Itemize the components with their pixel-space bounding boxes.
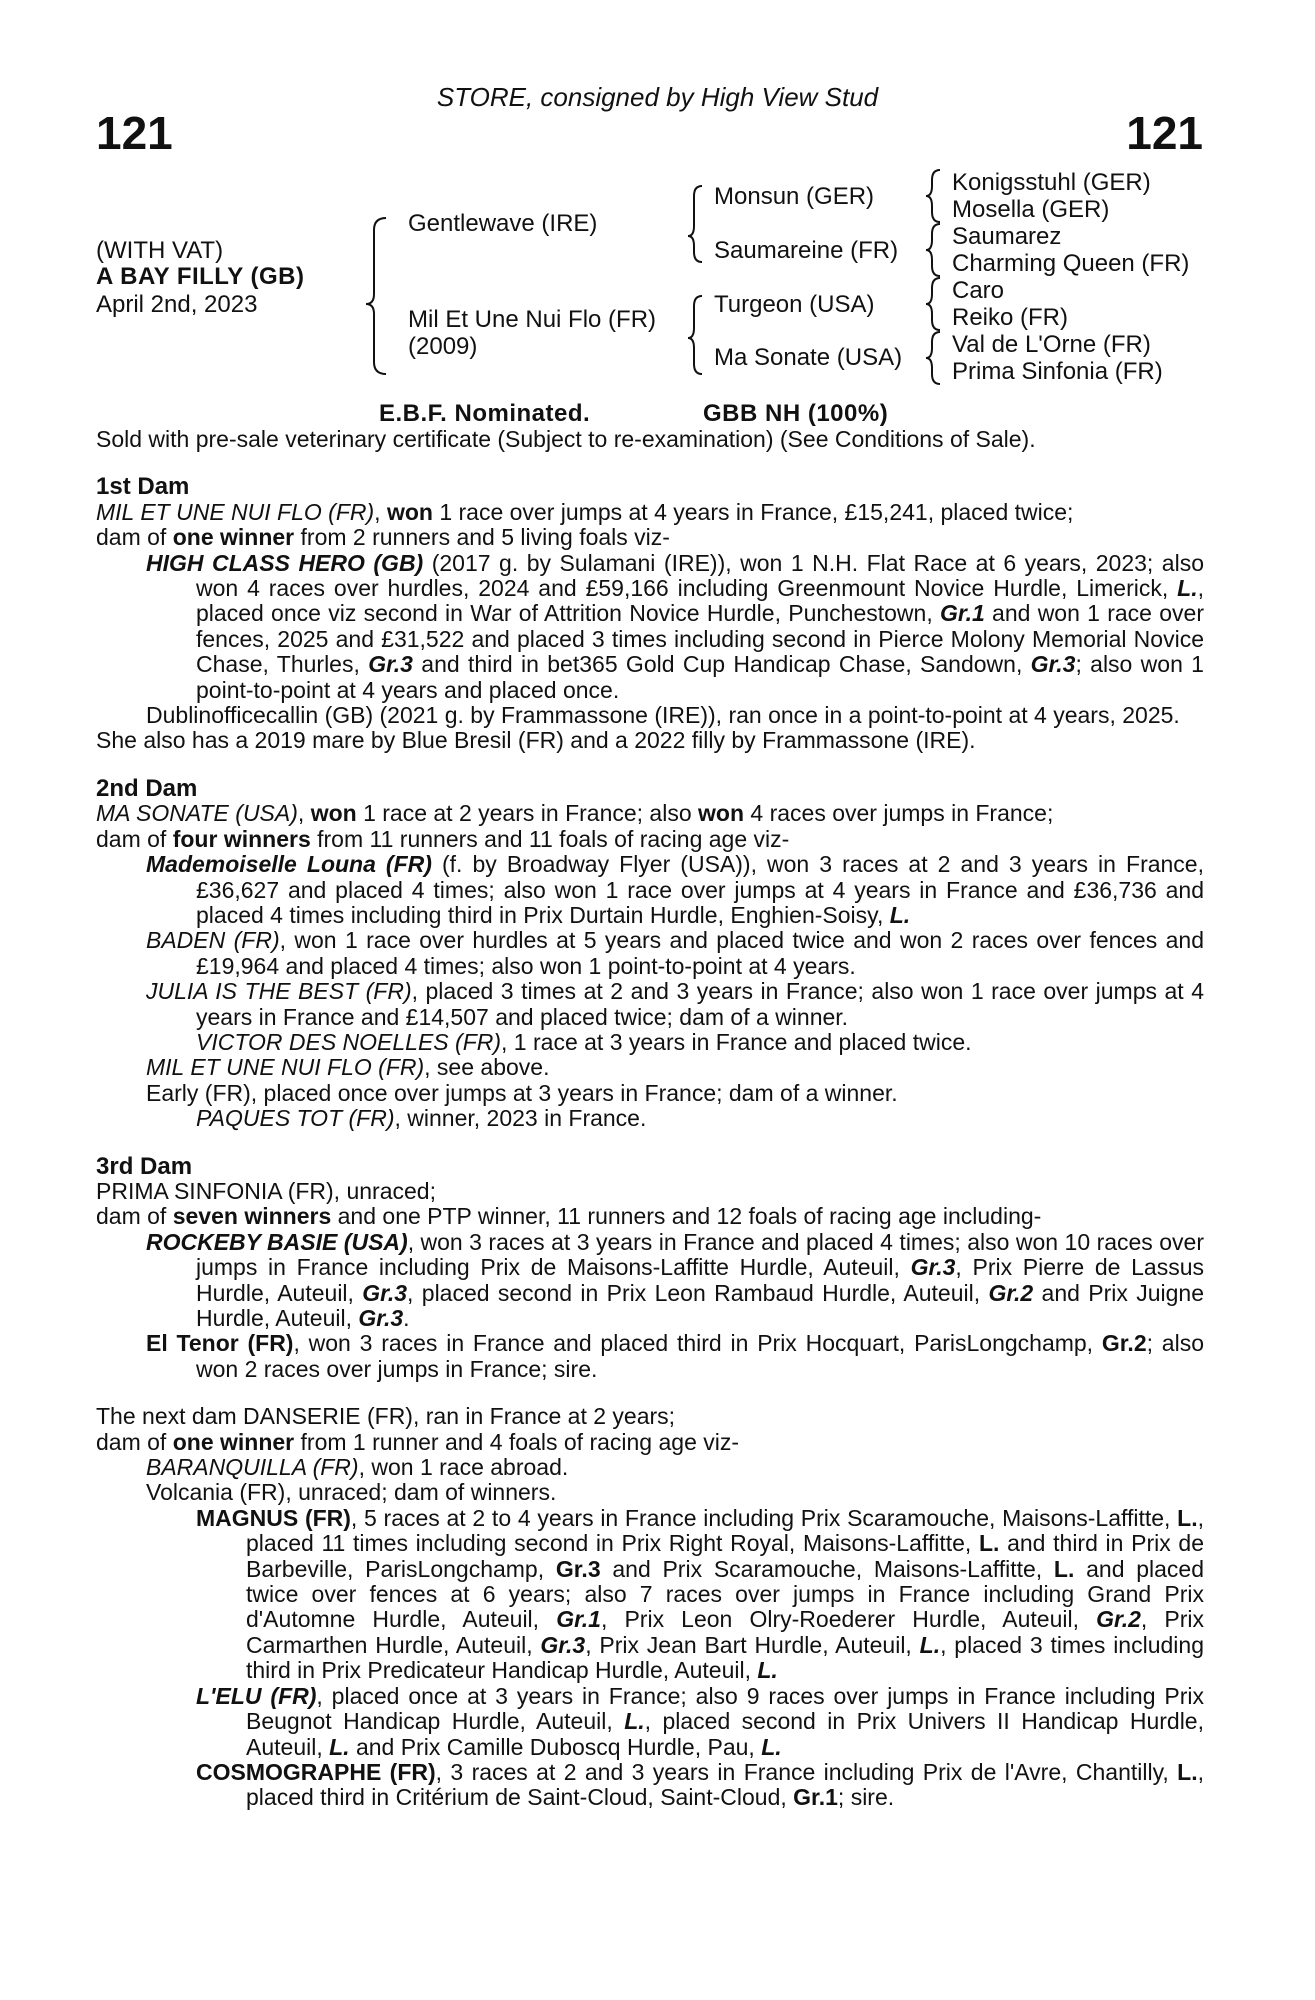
- pedigree-ddd: Prima Sinfonia (FR): [952, 358, 1163, 385]
- ebf-nominated: E.B.F. Nominated.: [379, 400, 591, 427]
- first-dam-heading: 1st Dam: [96, 473, 190, 501]
- second-dam-heading: 2nd Dam: [96, 774, 198, 802]
- third-dam-produce-summary: dam of seven winners and one PTP winner, 11 runners and 12 foals of racing age including-: [96, 1203, 1042, 1230]
- produce-mademoiselle-louna: Mademoiselle Louna (FR) (f. by Broadway Flyer (USA)), won 3 races at 2 and 3 years in France, £36,627 and placed 4 times; also won 1 race over jumps at 4 years in France and £36,736 and placed 4 times including third in Prix Durtain Hurdle, Enghien-Soisy, L.: [146, 851, 1204, 928]
- pedigree-dsd: Reiko (FR): [952, 304, 1069, 331]
- lot-number-right: 121: [1126, 107, 1203, 159]
- pedigree-sds: Saumarez: [952, 223, 1062, 250]
- pedigree-sss: Konigsstuhl (GER): [952, 169, 1151, 196]
- foaling-date: April 2nd, 2023: [96, 291, 258, 318]
- produce-el-tenor: El Tenor (FR), won 3 races in France and placed third in Prix Hocquart, ParisLongchamp, Gr.2; also won 2 races over jumps in France; sire.: [146, 1330, 1204, 1382]
- produce-rockeby-basie: ROCKEBY BASIE (USA), won 3 races at 3 years in France and placed 4 times; also won 10 races over jumps in France including Prix de Maisons-Laffitte Hurdle, Auteuil, Gr.3, Prix Pierre de Lassus Hurdle, Auteuil, Gr.3, placed second in Prix Leon Rambaud Hurdle, Auteuil, Gr.2 and Prix Juigne Hurdle, Auteuil, Gr.3.: [146, 1228, 1205, 1331]
- produce-mil-et-une-nui-flo: MIL ET UNE NUI FLO (FR), see above.: [146, 1054, 550, 1081]
- next-dam-record: The next dam DANSERIE (FR), ran in France at 2 years;: [96, 1403, 676, 1430]
- produce-dublinofficecallin: Dublinofficecallin (GB) (2021 g. by Frammassone (IRE)), ran once in a point-to-point at 4 years, 2025.: [146, 702, 1180, 729]
- pedigree-ssd: Mosella (GER): [952, 196, 1110, 223]
- produce-baden: BADEN (FR), won 1 race over hurdles at 5 years and placed twice and won 2 races over fences and £19,964 and placed 4 times; also won 1 point-to-point at 4 years.: [146, 927, 1204, 979]
- produce-volcania: Volcania (FR), unraced; dam of winners.: [146, 1479, 557, 1506]
- pedigree-dam: Mil Et Une Nui Flo (FR): [408, 306, 657, 333]
- produce-magnus: MAGNUS (FR), 5 races at 2 to 4 years in France including Prix Scaramouche, Maisons-Laffitte, L., placed 11 times including second in Prix Right Royal, Maisons-Laffitte, L. and third in Prix de Barbeville, ParisLongchamp, Gr.3 and Prix Scaramouche, Maisons-Laffitte, L. and placed twice over fences at 6 years; also 7 races over jumps in France including Grand Prix d'Automne Hurdle, Auteuil, Gr.1, Prix Leon Olry-Roederer Hurdle, Auteuil, Gr.2, Prix Carmarthen Hurdle, Auteuil, Gr.3, Prix Jean Bart Hurdle, Auteuil, L., placed 3 times including third in Prix Predicateur Handicap Hurdle, Auteuil, L.: [196, 1504, 1205, 1684]
- horse-name: A BAY FILLY (GB): [96, 263, 305, 290]
- pedigree-sire: Gentlewave (IRE): [408, 210, 598, 237]
- first-dam-produce-summary: dam of one winner from 2 runners and 5 living foals viz-: [96, 524, 670, 551]
- third-dam-record: PRIMA SINFONIA (FR), unraced;: [96, 1177, 436, 1204]
- pedigree-sire-sire: Monsun (GER): [714, 183, 875, 210]
- pedigree-dss: Caro: [952, 277, 1005, 304]
- vet-certificate-note: Sold with pre-sale veterinary certificate (Subject to re-examination) (See Conditions of Sale).: [96, 426, 1036, 452]
- lot-number-left: 121: [96, 107, 173, 159]
- second-dam-record: MA SONATE (USA), won 1 race at 2 years in France; also won 4 races over jumps in France;: [96, 800, 1054, 827]
- consignment-line: STORE, consigned by High View Stud: [436, 82, 879, 112]
- pedigree-sire-dam: Saumareine (FR): [714, 237, 899, 264]
- produce-high-class-hero: HIGH CLASS HERO (GB) (2017 g. by Sulamani (IRE)), won 1 N.H. Flat Race at 6 years, 2023; also won 4 races over hurdles, 2024 and £59,166 including Greenmount Novice Hurdle, Limerick, L., placed once viz second in War of Attrition Novice Hurdle, Punchestown, Gr.1 and won 1 race over fences, 2025 and £31,522 and placed 3 times including second in Pierce Molony Memorial Novice Chase, Thurles, Gr.3 and third in bet365 Gold Cup Handicap Chase, Sandown, Gr.3; also won 1 point-to-point at 4 years and placed once.: [146, 549, 1205, 703]
- pedigree-sdd: Charming Queen (FR): [952, 250, 1190, 277]
- gbb-bonus: GBB NH (100%): [703, 400, 889, 427]
- third-dam-heading: 3rd Dam: [96, 1152, 193, 1180]
- pedigree-dam-year: (2009): [408, 333, 478, 360]
- catalogue-page-body: [96, 427, 1204, 1811]
- produce-paques-tot: PAQUES TOT (FR), winner, 2023 in France.: [196, 1105, 647, 1132]
- vat-note: (WITH VAT): [96, 237, 224, 264]
- produce-lelu: L'ELU (FR), placed once at 3 years in France; also 9 races over jumps in France including Prix Beugnot Handicap Hurdle, Auteuil, L., placed second in Prix Univers II Handicap Hurdle, Auteuil, L. and Prix Camille Duboscq Hurdle, Pau, L.: [196, 1682, 1204, 1760]
- produce-victor-des-noelles: VICTOR DES NOELLES (FR), 1 race at 3 years in France and placed twice.: [196, 1028, 972, 1055]
- next-dam-produce-summary: dam of one winner from 1 runner and 4 foals of racing age viz-: [96, 1428, 740, 1455]
- pedigree-dam-dam: Ma Sonate (USA): [714, 344, 903, 371]
- pedigree-dds: Val de L'Orne (FR): [952, 331, 1151, 358]
- pedigree-dam-sire: Turgeon (USA): [714, 291, 875, 318]
- first-dam-also-has: She also has a 2019 mare by Blue Bresil (FR) and a 2022 filly by Frammassone (IRE).: [96, 727, 976, 754]
- produce-julia-is-the-best: JULIA IS THE BEST (FR), placed 3 times at 2 and 3 years in France; also won 1 race over jumps at 4 years in France and £14,507 and placed twice; dam of a winner.: [146, 978, 1204, 1030]
- second-dam-produce-summary: dam of four winners from 11 runners and 11 foals of racing age viz-: [96, 825, 790, 852]
- produce-early: Early (FR), placed once over jumps at 3 years in France; dam of a winner.: [146, 1079, 898, 1106]
- produce-baranquilla: BARANQUILLA (FR), won 1 race abroad.: [146, 1454, 569, 1481]
- produce-cosmographe: COSMOGRAPHE (FR), 3 races at 2 and 3 years in France including Prix de l'Avre, Chantilly, L., placed third in Critérium de Saint-Cloud, Saint-Cloud, Gr.1; sire.: [196, 1758, 1204, 1811]
- first-dam-record: MIL ET UNE NUI FLO (FR), won 1 race over jumps at 4 years in France, £15,241, placed twice;: [96, 498, 1074, 525]
